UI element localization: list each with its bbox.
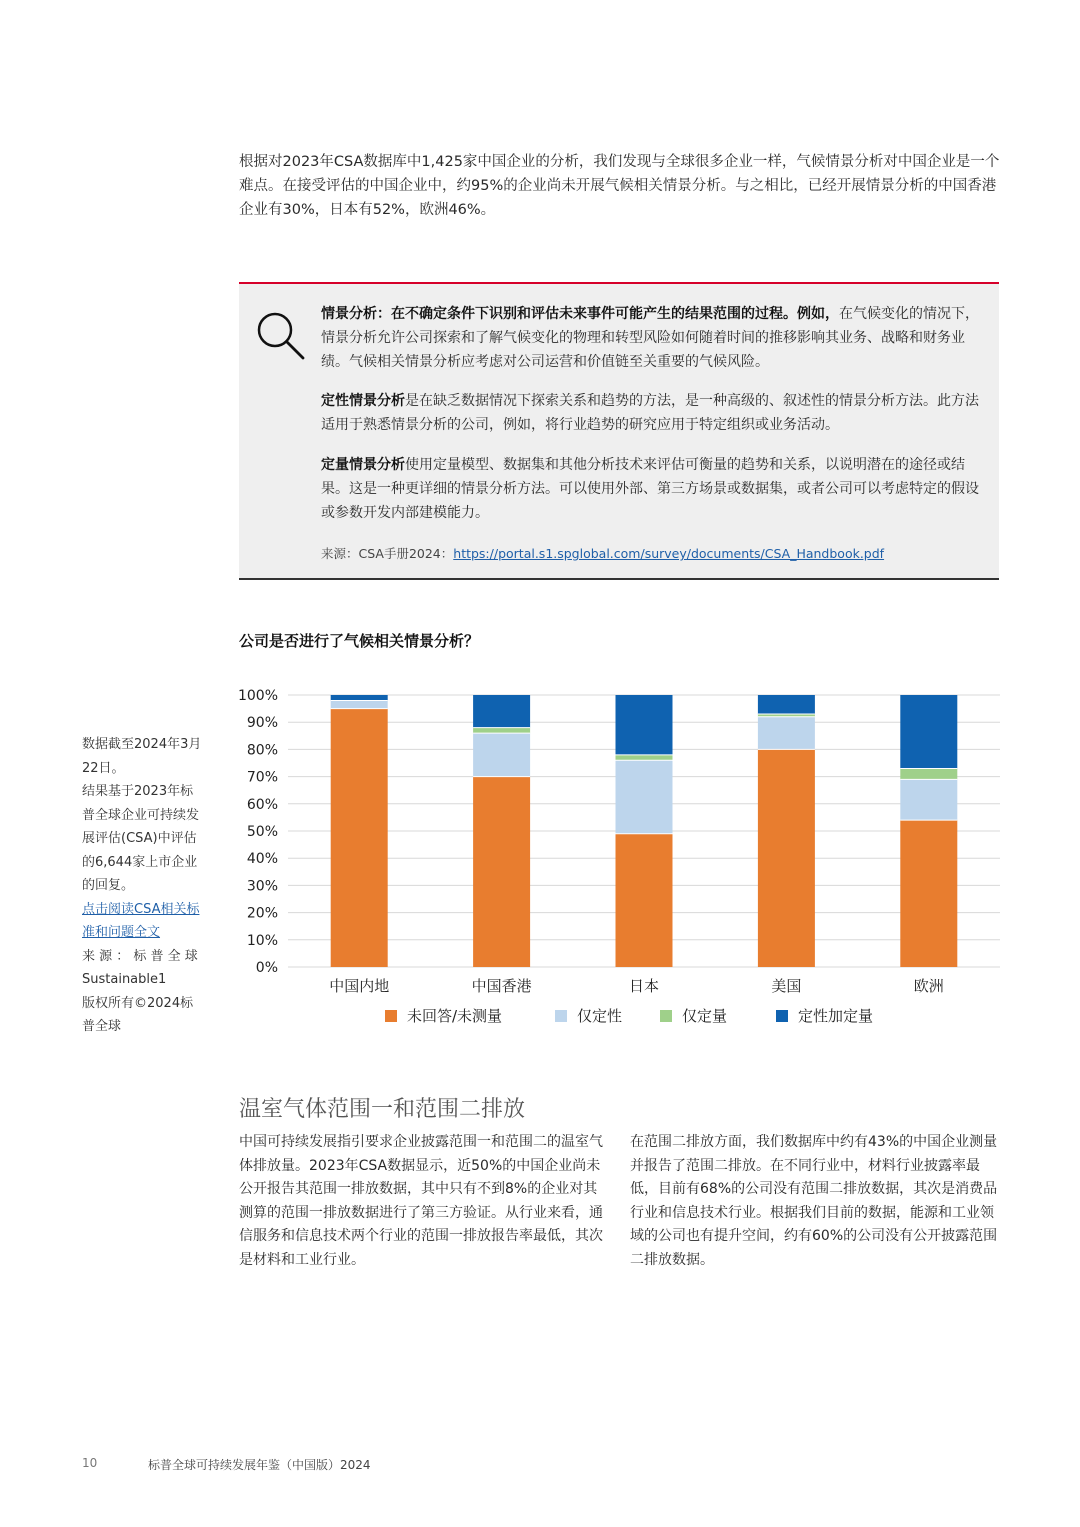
callout-source — [321, 542, 985, 566]
side-note — [82, 733, 206, 1039]
chart-title: 公司是否进行了气候相关情景分析？ — [239, 632, 480, 650]
intro-paragraph: 根据对2023年CSA数据库中1,425家中国企业的分析，我们发现与全球很多企业一样，气候情景分析对中国企业是一个难点。在接受评估的中国企业中，约95%的企业尚未开展气候相关情景分析。与之相比，已经开展情景分析的中国香港企业有30%，日本有52%，欧洲46%。 — [239, 154, 1000, 218]
y-tick-label: 50% — [246, 824, 278, 840]
csa-standards-link[interactable]: 点击阅读CSA相关标准和问题全文 — [82, 901, 200, 940]
bar-segment — [758, 749, 815, 967]
bar-segment — [616, 695, 673, 755]
legend-swatch — [385, 1010, 397, 1022]
qualitative-definition — [321, 389, 985, 437]
y-tick-label: 20% — [246, 905, 278, 922]
bar-segment — [900, 695, 957, 768]
bar-segment — [473, 733, 530, 777]
bar-segment — [616, 755, 673, 760]
side-note-copyright: 版权所有©2024标普全球 — [82, 995, 194, 1034]
x-tick-label: 日本 — [628, 977, 660, 995]
y-tick-label: 70% — [246, 769, 278, 786]
bar-segment — [473, 728, 530, 733]
definition-callout — [239, 282, 999, 580]
legend-swatch — [555, 1010, 567, 1022]
side-note-date: 数据截至2024年3月22日。 — [82, 737, 202, 776]
scenario-analysis-definition — [321, 302, 985, 374]
y-tick-label: 80% — [246, 742, 278, 759]
definition-text: 使用定量模型、数据集和其他分析技术来评估可衡量的趋势和关系，以说明潜在的途径或结果。这是一种更详细的情景分析方法。可以使用外部、第三方场景或数据集，或者公司可以考虑特定的假设或参数开发内部建模能力。 — [321, 457, 979, 521]
x-tick-label: 欧洲 — [913, 977, 944, 995]
bar-segment — [758, 717, 815, 750]
legend-swatch — [776, 1010, 788, 1022]
quantitative-definition — [321, 453, 985, 525]
stacked-bar-chart — [230, 680, 1010, 1050]
y-tick-label: 90% — [246, 715, 278, 732]
y-tick-label: 40% — [246, 851, 278, 868]
legend-label: 仅定性 — [577, 1007, 623, 1025]
bar-segment — [616, 760, 673, 833]
definition-text: 在气候变化的情况下，情景分析允许公司探索和了解气候变化的物理和转型风险如何随着时间的推移影响其业务、战略和财务业绩。气候相关情景分析应考虑对公司运营和价值链至关重要的气候风险。 — [321, 306, 979, 370]
bar-segment — [331, 700, 388, 708]
section-heading: 温室气体范围一和范围二排放 — [239, 1097, 526, 1122]
legend-label: 仅定量 — [682, 1007, 728, 1025]
y-tick-label: 60% — [246, 796, 278, 813]
definition-term: 定性情景分析 — [321, 393, 405, 409]
search-icon — [253, 308, 309, 364]
body-column-right: 在范围二排放方面，我们数据库中约有43%的中国企业测量并报告了范围二排放。在不同行业中，材料行业披露率最低，目前有68%的公司没有范围二排放数据，其次是消费品行业和信息技术行业。根据我们目前的数据，能源和工业领域的公司也有提升空间，约有60%的公司没有公开披露范围二排放数据。 — [630, 1134, 998, 1268]
y-tick-label: 100% — [237, 688, 278, 704]
y-tick-label: 30% — [246, 878, 278, 895]
y-tick-label: 10% — [246, 932, 278, 949]
bar-segment — [900, 779, 957, 820]
page-number: 10 — [82, 1456, 98, 1470]
legend-label: 未回答/未测量 — [407, 1007, 503, 1025]
y-tick-label: 0% — [255, 960, 278, 976]
bar-segment — [473, 695, 530, 728]
body-column-left: 中国可持续发展指引要求企业披露范围一和范围二的温室气体排放量。2023年CSA数据显示，近50%的中国企业尚未公开报告其范围一排放数据，其中只有不到8%的企业对其测算的范围一排放数据进行了第三方验证。从行业来看，通信服务和信息技术两个行业的范围一排放报告率最低，其次是材料和工业行业。 — [239, 1134, 603, 1268]
legend-label: 定性加定量 — [798, 1007, 874, 1025]
definition-text: 是在缺乏数据情况下探索关系和趋势的方法，是一种高级的、叙述性的情景分析方法。此方法适用于熟悉情景分析的公司，例如，将行业趋势的研究应用于特定组织或业务活动。 — [321, 393, 979, 433]
definition-term: 情景分析：在不确定条件下识别和评估未来事件可能产生的结果范围的过程。例如， — [321, 306, 839, 322]
legend-swatch — [660, 1010, 672, 1022]
bar-segment — [758, 695, 815, 714]
source-label: 来源：CSA手册2024： — [321, 546, 454, 561]
side-note-basis: 结果基于2023年标普全球企业可持续发展评估(CSA)中评估的6,644家上市企业的回复。 — [82, 784, 200, 893]
bar-segment — [616, 834, 673, 967]
footer-title: 标普全球可持续发展年鉴（中国版）2024 — [148, 1458, 371, 1472]
bar-segment — [331, 695, 388, 700]
bar-segment — [900, 820, 957, 967]
x-tick-label: 美国 — [771, 977, 802, 995]
definition-term: 定量情景分析 — [321, 457, 405, 473]
bar-segment — [473, 777, 530, 967]
bar-segment — [900, 768, 957, 779]
x-tick-label: 中国内地 — [329, 977, 390, 995]
bar-segment — [331, 709, 388, 967]
side-note-source: 来 源 ： 标 普 全 球 Sustainable1 — [82, 948, 198, 987]
x-tick-label: 中国香港 — [471, 977, 532, 995]
source-link[interactable]: https://portal.s1.spglobal.com/survey/documents/CSA_Handbook.pdf — [453, 546, 885, 561]
